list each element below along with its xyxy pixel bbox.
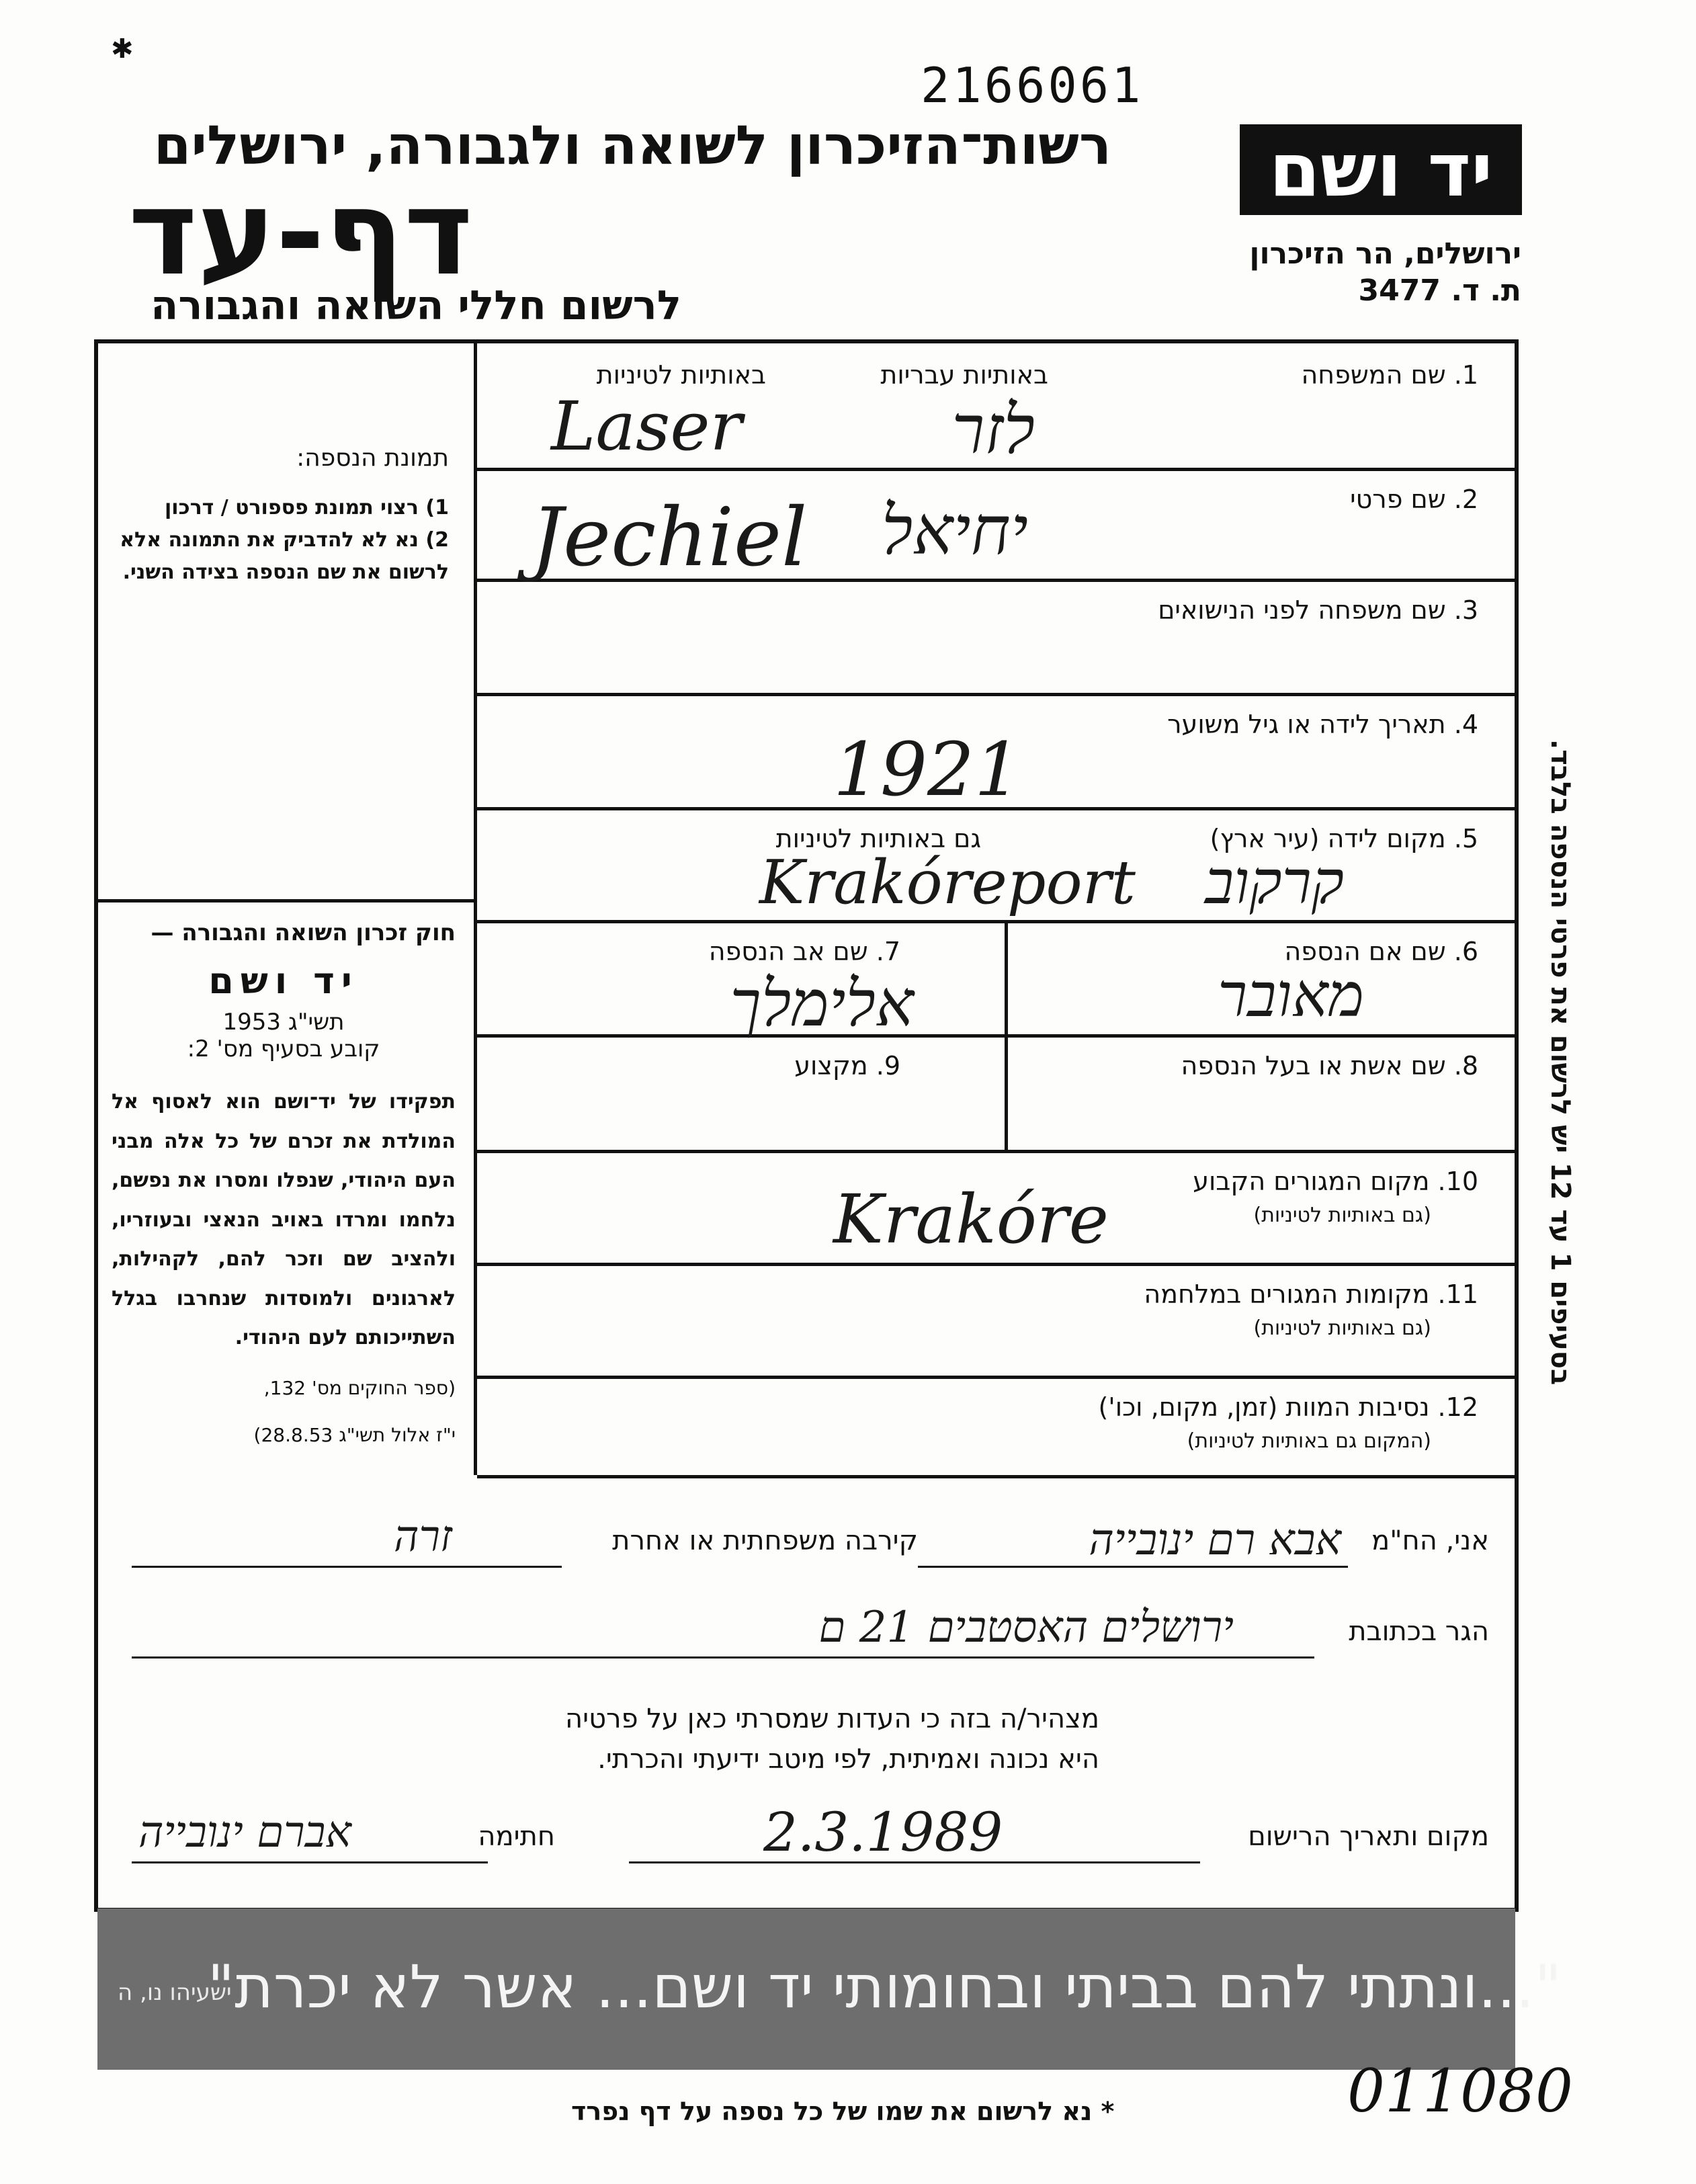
field-row-family-name: [477, 343, 1519, 471]
hebrew-letters-header: באותיות עבריות: [880, 360, 1048, 390]
spouse-name-label: 8. שם אשת או בעל הנספה: [1181, 1051, 1478, 1081]
declarant-line: [918, 1566, 1348, 1568]
family-name-label: 1. שם המשפחה: [1301, 360, 1478, 390]
signature-value: אברם ינובייה: [138, 1808, 351, 1857]
father-name-label: 7. שם אב הנספה: [708, 937, 900, 966]
form-title: דף-עד: [128, 165, 473, 302]
law-yad-vashem: יד ושם: [208, 960, 359, 1002]
side-note: [1522, 739, 1603, 1411]
family-name-latin: Laser: [551, 387, 743, 466]
permanent-residence-label: 10. מקום המגורים הקבוע: [1193, 1167, 1478, 1196]
first-name-hebrew: יחיאל: [881, 491, 1028, 570]
scan-mark: ✱: [111, 34, 134, 65]
profession-label: 9. מקצוע: [794, 1051, 900, 1081]
death-circumstances-label: 12. נסיבות המוות (זמן, מקום, וכו'): [1098, 1392, 1478, 1422]
relation-label: קירבה משפחתית או אחרת: [612, 1525, 918, 1556]
declarant-value: אבא רם ינובייה: [1089, 1515, 1341, 1565]
maiden-name-label: 3. שם משפחה לפני הנישואים: [1158, 595, 1478, 625]
address-value: ירושלים האסטבים 21 ם: [818, 1603, 1234, 1652]
law-year: תשי"ג 1953: [222, 1009, 345, 1036]
first-name-label: 2. שם פרטי: [1350, 485, 1478, 514]
stamp-number: 011080: [1347, 2056, 1573, 2126]
law-reference-2: י"ז אלול תשי"ג 28.8.53): [253, 1423, 456, 1446]
first-name-latin: Jechiel: [531, 491, 808, 585]
law-reference-1: (ספר החוקים מס' 132,: [263, 1376, 456, 1399]
logo-address: [1249, 235, 1521, 309]
wartime-residence-label: 11. מקומות המגורים במלחמה: [1144, 1279, 1478, 1309]
law-section: [98, 906, 476, 1452]
field-row-death-circumstances: [477, 1379, 1519, 1478]
permanent-residence-value: Krakóre: [833, 1180, 1109, 1259]
birth-place-label: 5. מקום לידה (עיר ארץ): [1210, 824, 1478, 853]
field-row-birth-date: [477, 696, 1519, 810]
law-section-ref: קובע בסעיף מס' 2:: [187, 1036, 380, 1062]
statement-line-2: היא נכונה ואמיתית, לפי מיטב ידיעתי והכרתי.: [597, 1744, 1099, 1775]
declaration-section: [98, 1478, 1516, 1908]
permanent-residence-sub: (גם באותיות לטיניות): [1253, 1204, 1431, 1227]
footnote: * נא לרשום את שמו של כל נספה על דף נפרד: [571, 2097, 1115, 2126]
address-line-2: ת. ד. 3477: [1358, 274, 1521, 308]
photo-section: [98, 343, 476, 902]
side-note-text: בסעיפים 1 עד 12 יש לרשום את פרטי הנספה בלבד.: [1545, 739, 1576, 1386]
photo-title: תמונת הנספה:: [296, 444, 449, 472]
field-row-wartime-residence: [477, 1266, 1519, 1379]
place-date-value: 2.3.1989: [763, 1801, 1003, 1863]
death-circumstances-sub: (המקום גם באותיות לטיניות): [1187, 1429, 1431, 1453]
address-label: הגר בכתובת: [1349, 1616, 1489, 1647]
banner-verse-ref: ישעיהו נו, ה: [118, 1979, 232, 2006]
form-subtitle: לרשום חללי השואה והגבורה: [151, 282, 681, 329]
signature-label: חתימה: [478, 1821, 555, 1852]
photo-note-1: 1) רצוי תמונת פספורט / דרכון: [164, 496, 449, 519]
family-name-hebrew: לזר: [951, 390, 1035, 469]
document-number: 2166061: [921, 57, 1144, 114]
signature-line: [132, 1861, 488, 1863]
address-line-1: ירושלים, הר הזיכרון: [1249, 237, 1521, 271]
latin-letters-header: באותיות לטיניות: [596, 360, 766, 390]
field-row-parents: [477, 923, 1519, 1041]
place-date-label: מקום ותאריך הרישום: [1248, 1821, 1489, 1852]
statement-line-1: מצהיר/ה בזה כי העדות שמסרתי כאן על פרטיה: [565, 1704, 1099, 1734]
address-line: [132, 1656, 1314, 1658]
photo-note-2: 2) נא לא להדביק את התמונה אלא לרשום את שם הנספה בצידה השני.: [120, 528, 449, 584]
relation-line: [132, 1566, 562, 1568]
father-name-value: אלימלך: [730, 967, 914, 1041]
mother-name-label: 6. שם אם הנספה: [1284, 937, 1478, 966]
wartime-residence-sub: (גם באותיות לטיניות): [1253, 1316, 1431, 1340]
yad-vashem-logo: יד ושם: [1240, 124, 1522, 215]
banner-verse: "...ונתתי להם בביתי ובחומותי יד ושם... אשר לא יכרת": [207, 1952, 1562, 2021]
birth-date-label: 4. תאריך לידה או גיל משוער: [1167, 710, 1478, 739]
declarant-label: אני, הח"מ: [1371, 1525, 1489, 1556]
law-body: תפקידו של יד־ושם הוא לאסוף אל המולדת את זכרם של כל אלה מבני העם היהודי, שנפלו ומסרו את נפשם, נלחמו ומרדו באויב הנאצי ובעוזריו, ולהציב שם וזכר להם, לקהילות, לארגונים ולמוסדות שנחרבו בגלל השתייכותם לעם היהודי.: [112, 1090, 456, 1349]
mother-name-value: מאובר: [1218, 960, 1364, 1031]
field-row-first-name: [477, 471, 1519, 585]
relation-value: זרה: [394, 1512, 452, 1562]
field-row-maiden-name: [477, 582, 1519, 696]
birth-place-latin-header: גם באותיות לטיניות: [775, 824, 981, 853]
birth-place-hebrew: קרקוב: [1205, 847, 1344, 918]
field-row-spouse-profession: [477, 1038, 1519, 1153]
institution-name: רשות־הזיכרון לשואה ולגבורה, ירושלים: [153, 114, 1111, 177]
birth-date-value: 1921: [833, 726, 1021, 812]
field-row-birth-place: [477, 810, 1519, 923]
birth-place-latin: Krakóreport: [759, 847, 1136, 918]
column-divider: [1005, 923, 1008, 1153]
field-row-permanent-residence: [477, 1153, 1519, 1266]
law-title: חוק זכרון השואה והגבורה —: [151, 919, 456, 946]
